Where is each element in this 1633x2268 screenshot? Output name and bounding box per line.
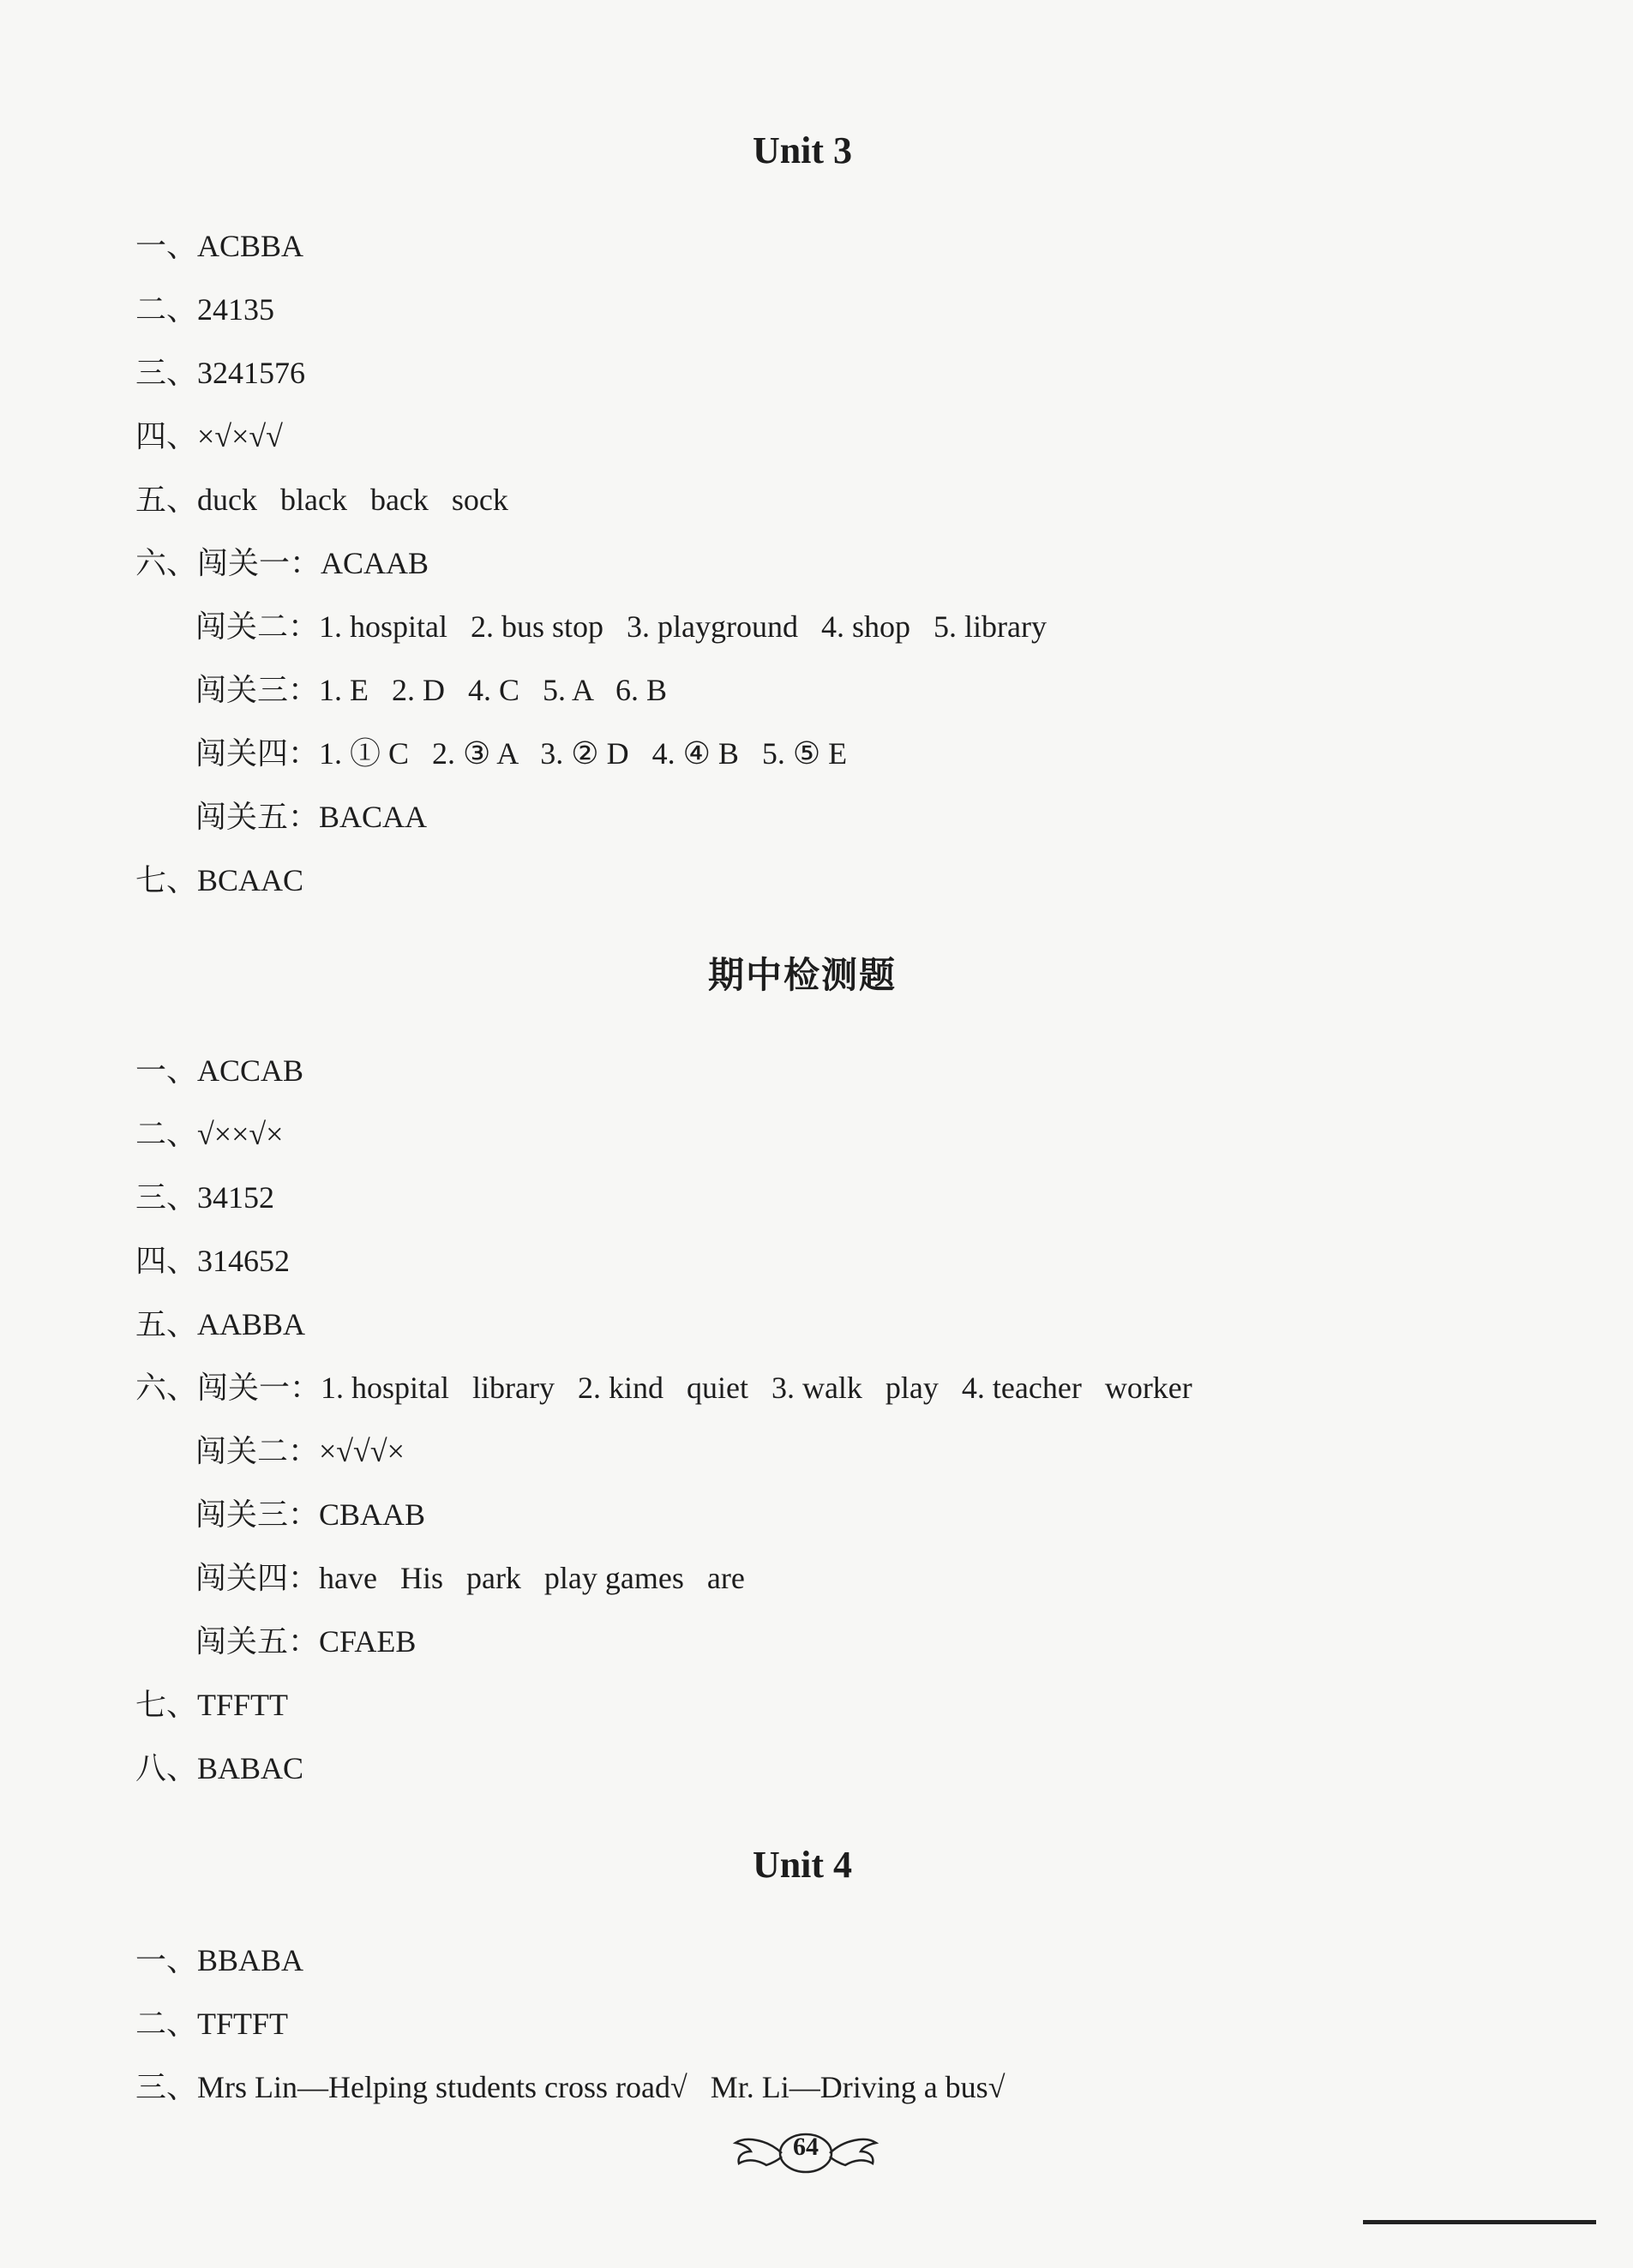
page-number: 64 bbox=[793, 2133, 819, 2161]
answer-line: 三、3241576 bbox=[135, 356, 306, 391]
answer-subline: 闯关二：1. hospital 2. bus stop 3. playground 4. shop 5. library bbox=[195, 609, 1047, 644]
answer-line: 一、BBABA bbox=[135, 1943, 304, 1978]
answer-line: 四、×√×√√ bbox=[135, 419, 283, 454]
answer-subline: 闯关四：have His park play games are bbox=[195, 1561, 745, 1595]
answer-line: 六、闯关一：1. hospital library 2. kind quiet 3. walk play 4. teacher worker bbox=[135, 1371, 1192, 1406]
answer-line: 四、314652 bbox=[135, 1244, 291, 1279]
section-title-unit-3: Unit 3 bbox=[752, 129, 853, 171]
answer-line: 三、Mrs Lin—Helping students cross road√ Mr. Li—Driving a bus√ bbox=[135, 2070, 1006, 2105]
answer-line: 七、BCAAC bbox=[135, 863, 304, 898]
footer-rule bbox=[1363, 2220, 1596, 2224]
answer-line: 三、34152 bbox=[135, 1180, 275, 1215]
answer-subline: 闯关五：CFAEB bbox=[195, 1624, 417, 1659]
answer-subline: 闯关四：1. ① C 2. ③ A 3. ② D 4. ④ B 5. ⑤ E bbox=[195, 736, 848, 771]
answer-line: 二、TFTFT bbox=[135, 2007, 289, 2042]
answer-subline: 闯关五：BACAA bbox=[195, 800, 428, 834]
answer-line: 六、闯关一：ACAAB bbox=[135, 546, 429, 581]
section-title-midterm: 期中检测题 bbox=[707, 954, 897, 996]
answer-line: 七、TFFTT bbox=[135, 1688, 289, 1723]
answer-line: 八、BABAC bbox=[135, 1751, 304, 1786]
section-title-unit-4: Unit 4 bbox=[752, 1844, 853, 1886]
answer-subline: 闯关三：CBAAB bbox=[195, 1497, 426, 1532]
answer-subline: 闯关二：×√√√× bbox=[195, 1434, 405, 1468]
answer-line: 一、ACCAB bbox=[135, 1053, 304, 1089]
page-number-badge bbox=[729, 2121, 883, 2189]
answer-line: 一、ACBBA bbox=[135, 229, 304, 264]
answer-subline: 闯关三：1. E 2. D 4. C 5. A 6. B bbox=[195, 673, 668, 707]
answer-line: 二、24135 bbox=[135, 292, 275, 327]
answer-line: 五、duck black back sock bbox=[135, 483, 508, 518]
answer-line: 五、AABBA bbox=[135, 1307, 306, 1342]
answer-line: 二、√××√× bbox=[135, 1117, 284, 1152]
